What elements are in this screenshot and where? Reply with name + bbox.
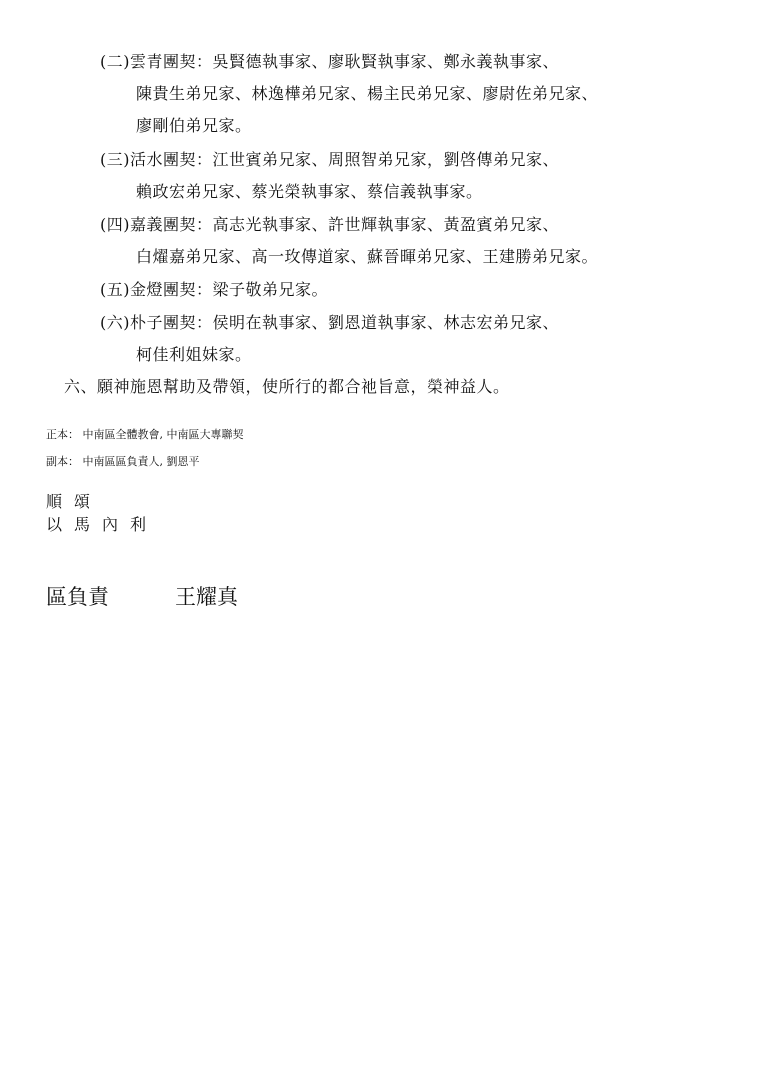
group-line: 賴政宏弟兄家、蔡光榮執事家、蔡信義執事家。 — [136, 182, 483, 201]
group-label: (六) — [100, 313, 130, 332]
group-line: 陳貴生弟兄家、林逸樺弟兄家、楊主民弟兄家、廖尉佐弟兄家、 — [136, 84, 599, 103]
group-label: (五) — [100, 280, 130, 299]
group-item-2 — [100, 52, 598, 148]
group-line: 朴子團契：侯明在執事家、劉恩道執事家、林志宏弟兄家、 — [130, 313, 560, 332]
copy-duplicate: 副本： 中南區區負責人, 劉恩平 — [46, 455, 200, 468]
group-label: (四) — [100, 215, 130, 234]
group-label: (二) — [100, 52, 130, 71]
greeting-line-2: 以馬內利 — [46, 515, 159, 534]
greeting-line-1: 順頌 — [46, 492, 103, 511]
group-item-3 — [100, 150, 559, 214]
copy-original: 正本： 中南區全體教會, 中南區大專聯契 — [46, 428, 244, 441]
signature-title: 區負責 — [46, 585, 109, 609]
group-line: 白燿嘉弟兄家、高一玫傳道家、蘇晉暉弟兄家、王建勝弟兄家。 — [136, 247, 599, 266]
group-item-5 — [100, 280, 328, 312]
signature-block — [46, 585, 238, 609]
signature-name: 王耀真 — [175, 585, 238, 609]
closing-item: 六、願神施恩幫助及帶領，使所行的都合祂旨意，榮神益人。 — [64, 377, 510, 396]
group-item-6 — [100, 313, 559, 377]
group-line: 雲青團契：吳賢德執事家、廖耿賢執事家、鄭永義執事家、 — [130, 52, 560, 71]
group-line: 嘉義團契：高志光執事家、許世輝執事家、黃盈賓弟兄家、 — [130, 215, 560, 234]
group-line: 柯佳利姐妹家。 — [136, 345, 252, 364]
group-line: 金燈團契：梁子敬弟兄家。 — [130, 280, 329, 299]
group-line: 活水團契：江世賓弟兄家、周照智弟兄家，劉啓傳弟兄家、 — [130, 150, 560, 169]
group-label: (三) — [100, 150, 130, 169]
group-line: 廖剛伯弟兄家。 — [136, 116, 252, 135]
group-item-4 — [100, 215, 598, 279]
